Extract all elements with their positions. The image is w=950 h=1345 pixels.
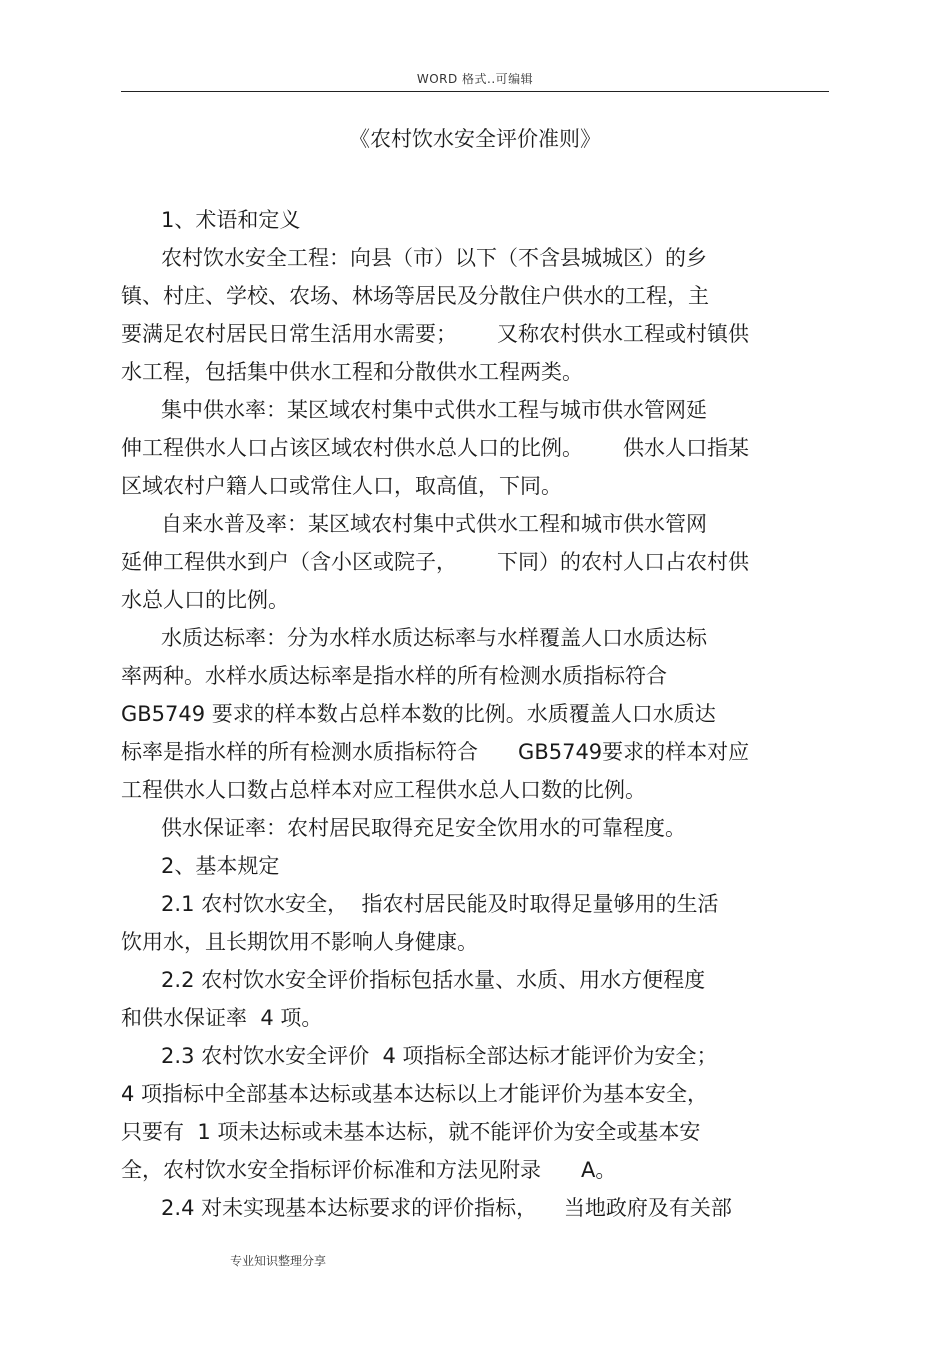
body-line: 1、术语和定义 (121, 208, 301, 232)
body-line: 饮用水，且长期饮用不影响人身健康。 (121, 930, 478, 954)
body-line: 集中供水率：某区域农村集中式供水工程与城市供水管网延 (121, 398, 708, 422)
body-line: 延伸工程供水到户（含小区或院子， 下同）的农村人口占农村供 (121, 550, 750, 574)
body-line: 工程供水人口数占总样本对应工程供水总人口数的比例。 (121, 778, 646, 802)
body-line: 2、基本规定 (121, 854, 280, 878)
body-line: 2.3 农村饮水安全评价 4 项指标全部达标才能评价为安全； (121, 1044, 718, 1068)
body-line: 农村饮水安全工程：向县（市）以下（不含县城城区）的乡 (121, 246, 708, 270)
body-line: 水质达标率：分为水样水质达标率与水样覆盖人口水质达标 (121, 626, 708, 650)
body-line: 2.4 对未实现基本达标要求的评价指标， 当地政府及有关部 (121, 1196, 732, 1220)
page-header: WORD 格式..可编辑 (416, 72, 534, 86)
body-line: 2.2 农村饮水安全评价指标包括水量、水质、用水方便程度 (121, 968, 706, 992)
body-line: 要满足农村居民日常生活用水需要； 又称农村供水工程或村镇供 (121, 322, 750, 346)
body-line: 只要有 1 项未达标或未基本达标，就不能评价为安全或基本安 (121, 1120, 701, 1144)
body-line: 水工程，包括集中供水工程和分散供水工程两类。 (121, 360, 583, 384)
body-line: 供水保证率：农村居民取得充足安全饮用水的可靠程度。 (121, 816, 687, 840)
document-body (121, 201, 831, 1227)
body-line: 2.1 农村饮水安全， 指农村居民能及时取得足量够用的生活 (121, 892, 719, 916)
body-line: 水总人口的比例。 (121, 588, 289, 612)
body-line: 伸工程供水人口占该区域农村供水总人口的比例。 供水人口指某 (121, 436, 750, 460)
body-line: 标率是指水样的所有检测水质指标符合 GB5749要求的样本对应 (121, 740, 750, 764)
page-footer: 专业知识整理分享 (230, 1254, 327, 1268)
body-line: GB5749 要求的样本数占总样本数的比例。水质覆盖人口水质达 (121, 702, 716, 726)
body-line: 率两种。水样水质达标率是指水样的所有检测水质指标符合 (121, 664, 667, 688)
body-line: 自来水普及率：某区域农村集中式供水工程和城市供水管网 (121, 512, 708, 536)
body-line: 区域农村户籍人口或常住人口，取高值，下同。 (121, 474, 562, 498)
body-line: 4 项指标中全部基本达标或基本达标以上才能评价为基本安全， (121, 1082, 709, 1106)
body-line: 和供水保证率 4 项。 (121, 1006, 323, 1030)
body-line: 全，农村饮水安全指标评价标准和方法见附录 A。 (121, 1158, 617, 1182)
header-divider (121, 91, 829, 92)
body-line: 镇、村庄、学校、农场、林场等居民及分散住户供水的工程，主 (121, 284, 709, 308)
document-title: 《农村饮水安全评价准则》 (349, 127, 601, 151)
